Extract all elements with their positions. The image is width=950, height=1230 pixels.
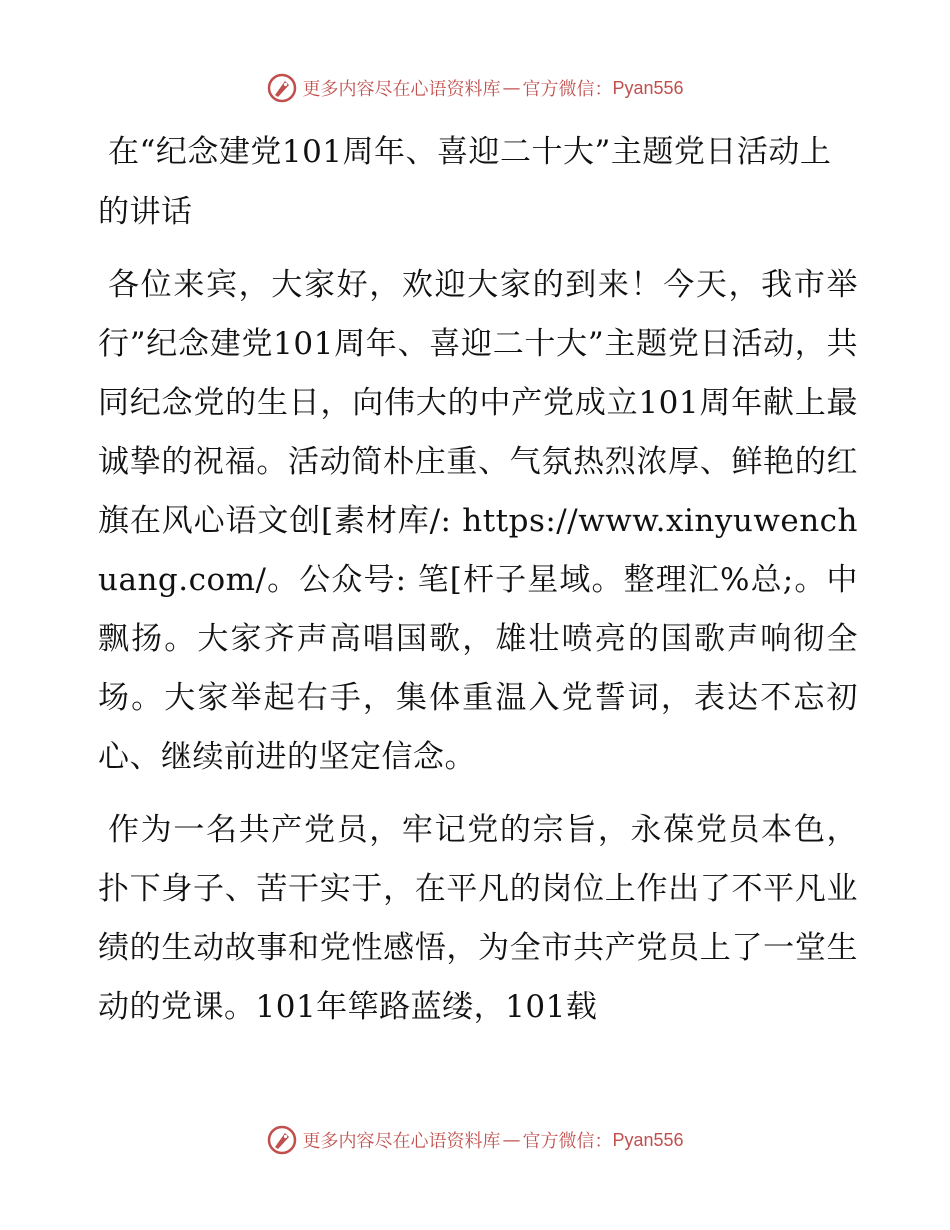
banner-separator: — bbox=[502, 77, 521, 99]
banner-separator: — bbox=[502, 1129, 521, 1151]
banner-official-label: 官方微信： bbox=[522, 79, 613, 100]
document-body bbox=[98, 122, 858, 1037]
pen-nib-logo-icon bbox=[266, 1124, 298, 1156]
footer-watermark-banner bbox=[0, 1120, 950, 1160]
paragraph-2: 作为一名共产党员，牢记党的宗旨，永葆党员本色，扑下身子、苦干实于，在平凡的岗位上作出了不平凡业绩的生动故事和党性感悟，为全市共产党员上了一堂生动的党课。101年筚路蓝缕，101载 bbox=[98, 812, 858, 1025]
paragraph-1: 各位来宾，大家好，欢迎大家的到来！今天，我市举行”纪念建党101周年、喜迎二十大”主题党日活动，共同纪念党的生日，向伟大的中产党成立101周年献上最诚挚的祝福。活动简朴庄重、气氛热烈浓厚、鲜艳的红旗在风心语文创[素材库/: https://www.xinyuwenchuang.com/。公众号: 笔[杆子星域。整理汇%总;。中飘扬。大家齐声高唱国歌，雄壮喷亮的国歌声响彻全场。大家举起右手，集体重温入党誓词，表达不忘初心、继续前进的坚定信念。 bbox=[98, 267, 858, 775]
header-watermark-banner bbox=[0, 68, 950, 108]
banner-text: 更多内容尽在心语资料库 bbox=[302, 1131, 501, 1152]
banner-wechat-handle: Pyan556 bbox=[612, 1129, 684, 1150]
banner-official-label: 官方微信： bbox=[522, 1131, 613, 1152]
banner-text: 更多内容尽在心语资料库 bbox=[302, 79, 501, 100]
document-title: 在“纪念建党101周年、喜迎二十大”主题党日活动上的讲话 bbox=[98, 134, 832, 230]
banner-wechat-handle: Pyan556 bbox=[612, 77, 684, 98]
pen-nib-logo-icon bbox=[266, 72, 298, 104]
